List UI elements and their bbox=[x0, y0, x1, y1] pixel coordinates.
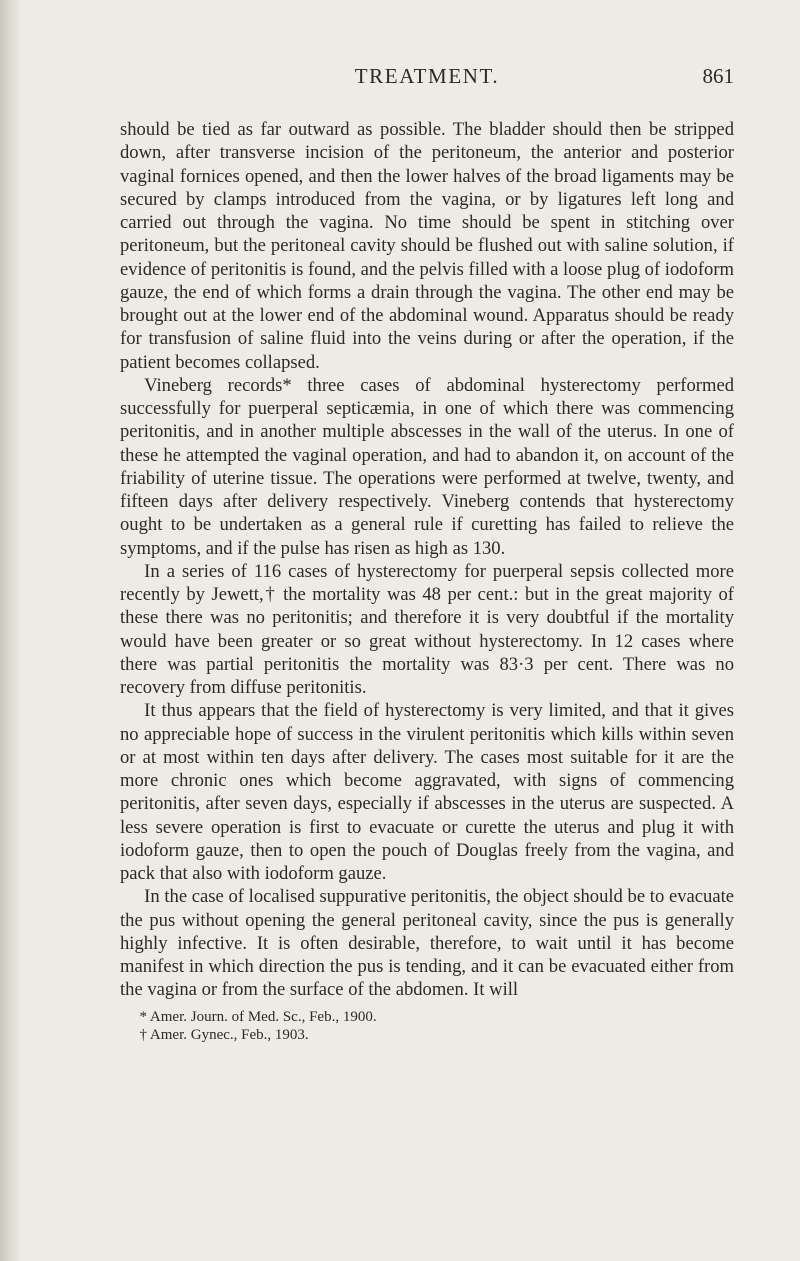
footnote-amer-journ: * Amer. Journ. of Med. Sc., Feb., 1900. bbox=[139, 1008, 377, 1025]
paragraph-continued: should be tied as far outward as possible. The bladder should then be stripped down, after transverse incision of the peritoneum, the anterior and posterior vaginal fornices opened, and then the lower halves of the broad ligaments may be secured by clamps introduced from the vagina, or by ligatures left long and carried out through the vagina. No time should be spent in stitching over peritoneum, but the peritoneal cavity should be flushed out with saline solution, if evidence of peritonitis is found, and the pelvis filled with a loose plug of iodoform gauze, the end of which forms a drain through the vagina. The other end may be brought out at the lower end of the abdominal wound. Apparatus should be ready for transfusion of saline fluid into the veins during or after the operation, if the patient becomes collapsed. bbox=[120, 119, 734, 373]
running-title: TREATMENT. bbox=[354, 64, 500, 88]
book-page bbox=[120, 0, 734, 1044]
body-text bbox=[120, 118, 734, 1002]
running-head bbox=[120, 64, 734, 104]
page-number: 861 bbox=[702, 64, 734, 88]
footnotes bbox=[120, 1008, 734, 1044]
page-binding-shadow bbox=[0, 0, 22, 1261]
paragraph-jewett-series: In a series of 116 cases of hysterectomy for puerperal sepsis collected more recently by Jewett,† the mortality was 48 per cent.: but in the great majority of these there was no peritonitis; and therefore it is very doubtful if the mortality would have been greater or so great without hysterectomy. In 12 cases where there was partial peritonitis the mortality was 83·3 per cent. There was no recovery from diffuse peritonitis. bbox=[120, 560, 734, 698]
paragraph-field-of-hysterectomy: It thus appears that the field of hysterectomy is very limited, and that it gives no appreciable hope of success in the virulent peritonitis which kills within seven or at most within ten days after delivery. The cases most suitable for it are the more chronic ones which become aggravated, with signs of commencing peritonitis, after seven days, especially if abscesses in the uterus are suspected. A less severe operation is first to evacuate or curette the uterus and plug it with iodoform gauze, then to open the pouch of Douglas freely from the vagina, and pack that also with iodoform gauze. bbox=[120, 700, 734, 884]
paragraph-vineberg: Vineberg records* three cases of abdominal hysterectomy performed successfully for puerperal septicæmia, in one of which there was commencing peritonitis, and in another multiple abscesses in the wall of the uterus. In one of these he attempted the vaginal operation, and had to abandon it, on account of the friability of uterine tissue. The operations were performed at twelve, twenty, and fifteen days after delivery respectively. Vineberg contends that hysterectomy ought to be undertaken as a general rule if curetting has failed to relieve the symptoms, and if the pulse has risen as high as 130. bbox=[120, 374, 734, 559]
paragraph-localised-peritonitis: In the case of localised suppurative peritonitis, the object should be to evacuate the pus without opening the general peritoneal cavity, since the pus is generally highly infective. It is often desirable, therefore, to wait until it has become manifest in which direction the pus is tending, and it can be evacuated either from the vagina or from the surface of the abdomen. It will bbox=[120, 886, 734, 1001]
footnote-amer-gynec: † Amer. Gynec., Feb., 1903. bbox=[139, 1026, 309, 1043]
